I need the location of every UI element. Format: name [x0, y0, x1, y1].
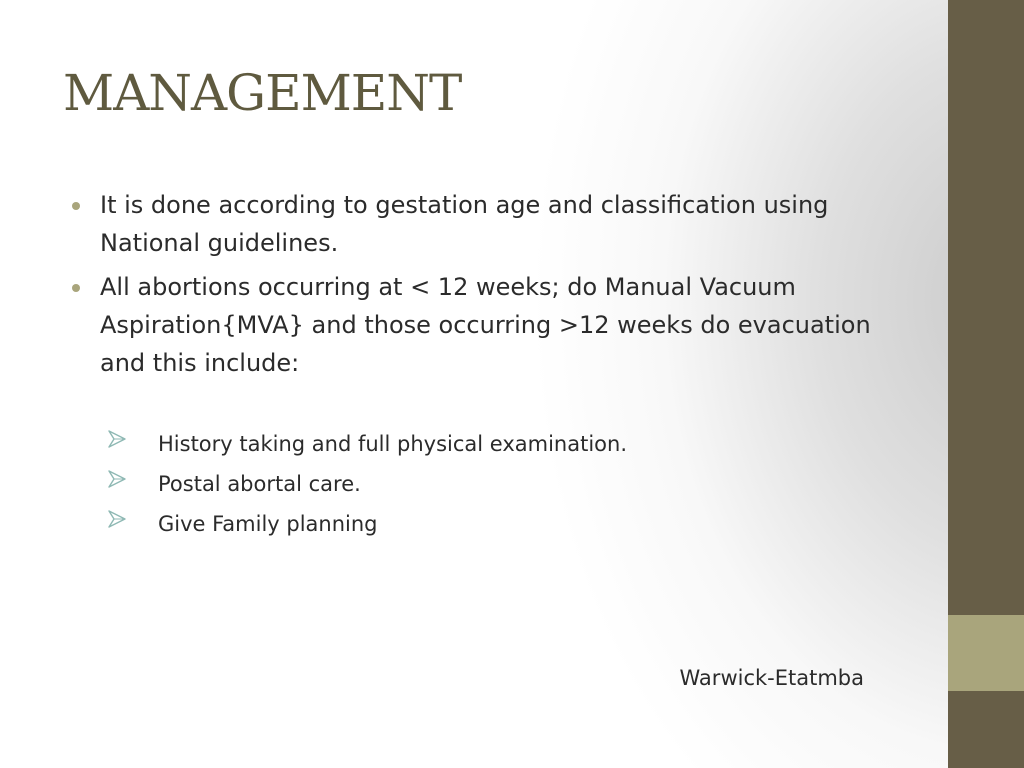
bullet-item [72, 186, 872, 262]
arrow-bullet-icon [108, 510, 126, 528]
slide-title: MANAGEMENT [63, 64, 462, 122]
bullet-text: It is done according to gestation age and classification using National guidelines. [100, 191, 829, 257]
sub-bullet-text: Postal abortal care. [158, 472, 361, 496]
bullet-dot-icon [72, 284, 80, 292]
sub-bullet-text: History taking and full physical examination. [158, 432, 628, 456]
arrow-bullet-icon [108, 430, 126, 448]
sub-bullet-item [108, 464, 627, 504]
right-band-accent-block [948, 615, 1024, 691]
sub-bullet-text: Give Family planning [158, 512, 378, 536]
sub-bullet-list [108, 424, 627, 544]
bullet-text: All abortions occurring at < 12 weeks; do Manual Vacuum Aspiration{MVA} and those occurring >12 weeks do evacuation and this include: [100, 273, 871, 377]
bullet-list [72, 186, 872, 388]
sub-bullet-item [108, 504, 627, 544]
sub-bullet-item [108, 424, 627, 464]
arrow-bullet-icon [108, 470, 126, 488]
bullet-item [72, 268, 872, 382]
bullet-dot-icon [72, 202, 80, 210]
slide-footer-author: Warwick-Etatmba [679, 666, 864, 690]
